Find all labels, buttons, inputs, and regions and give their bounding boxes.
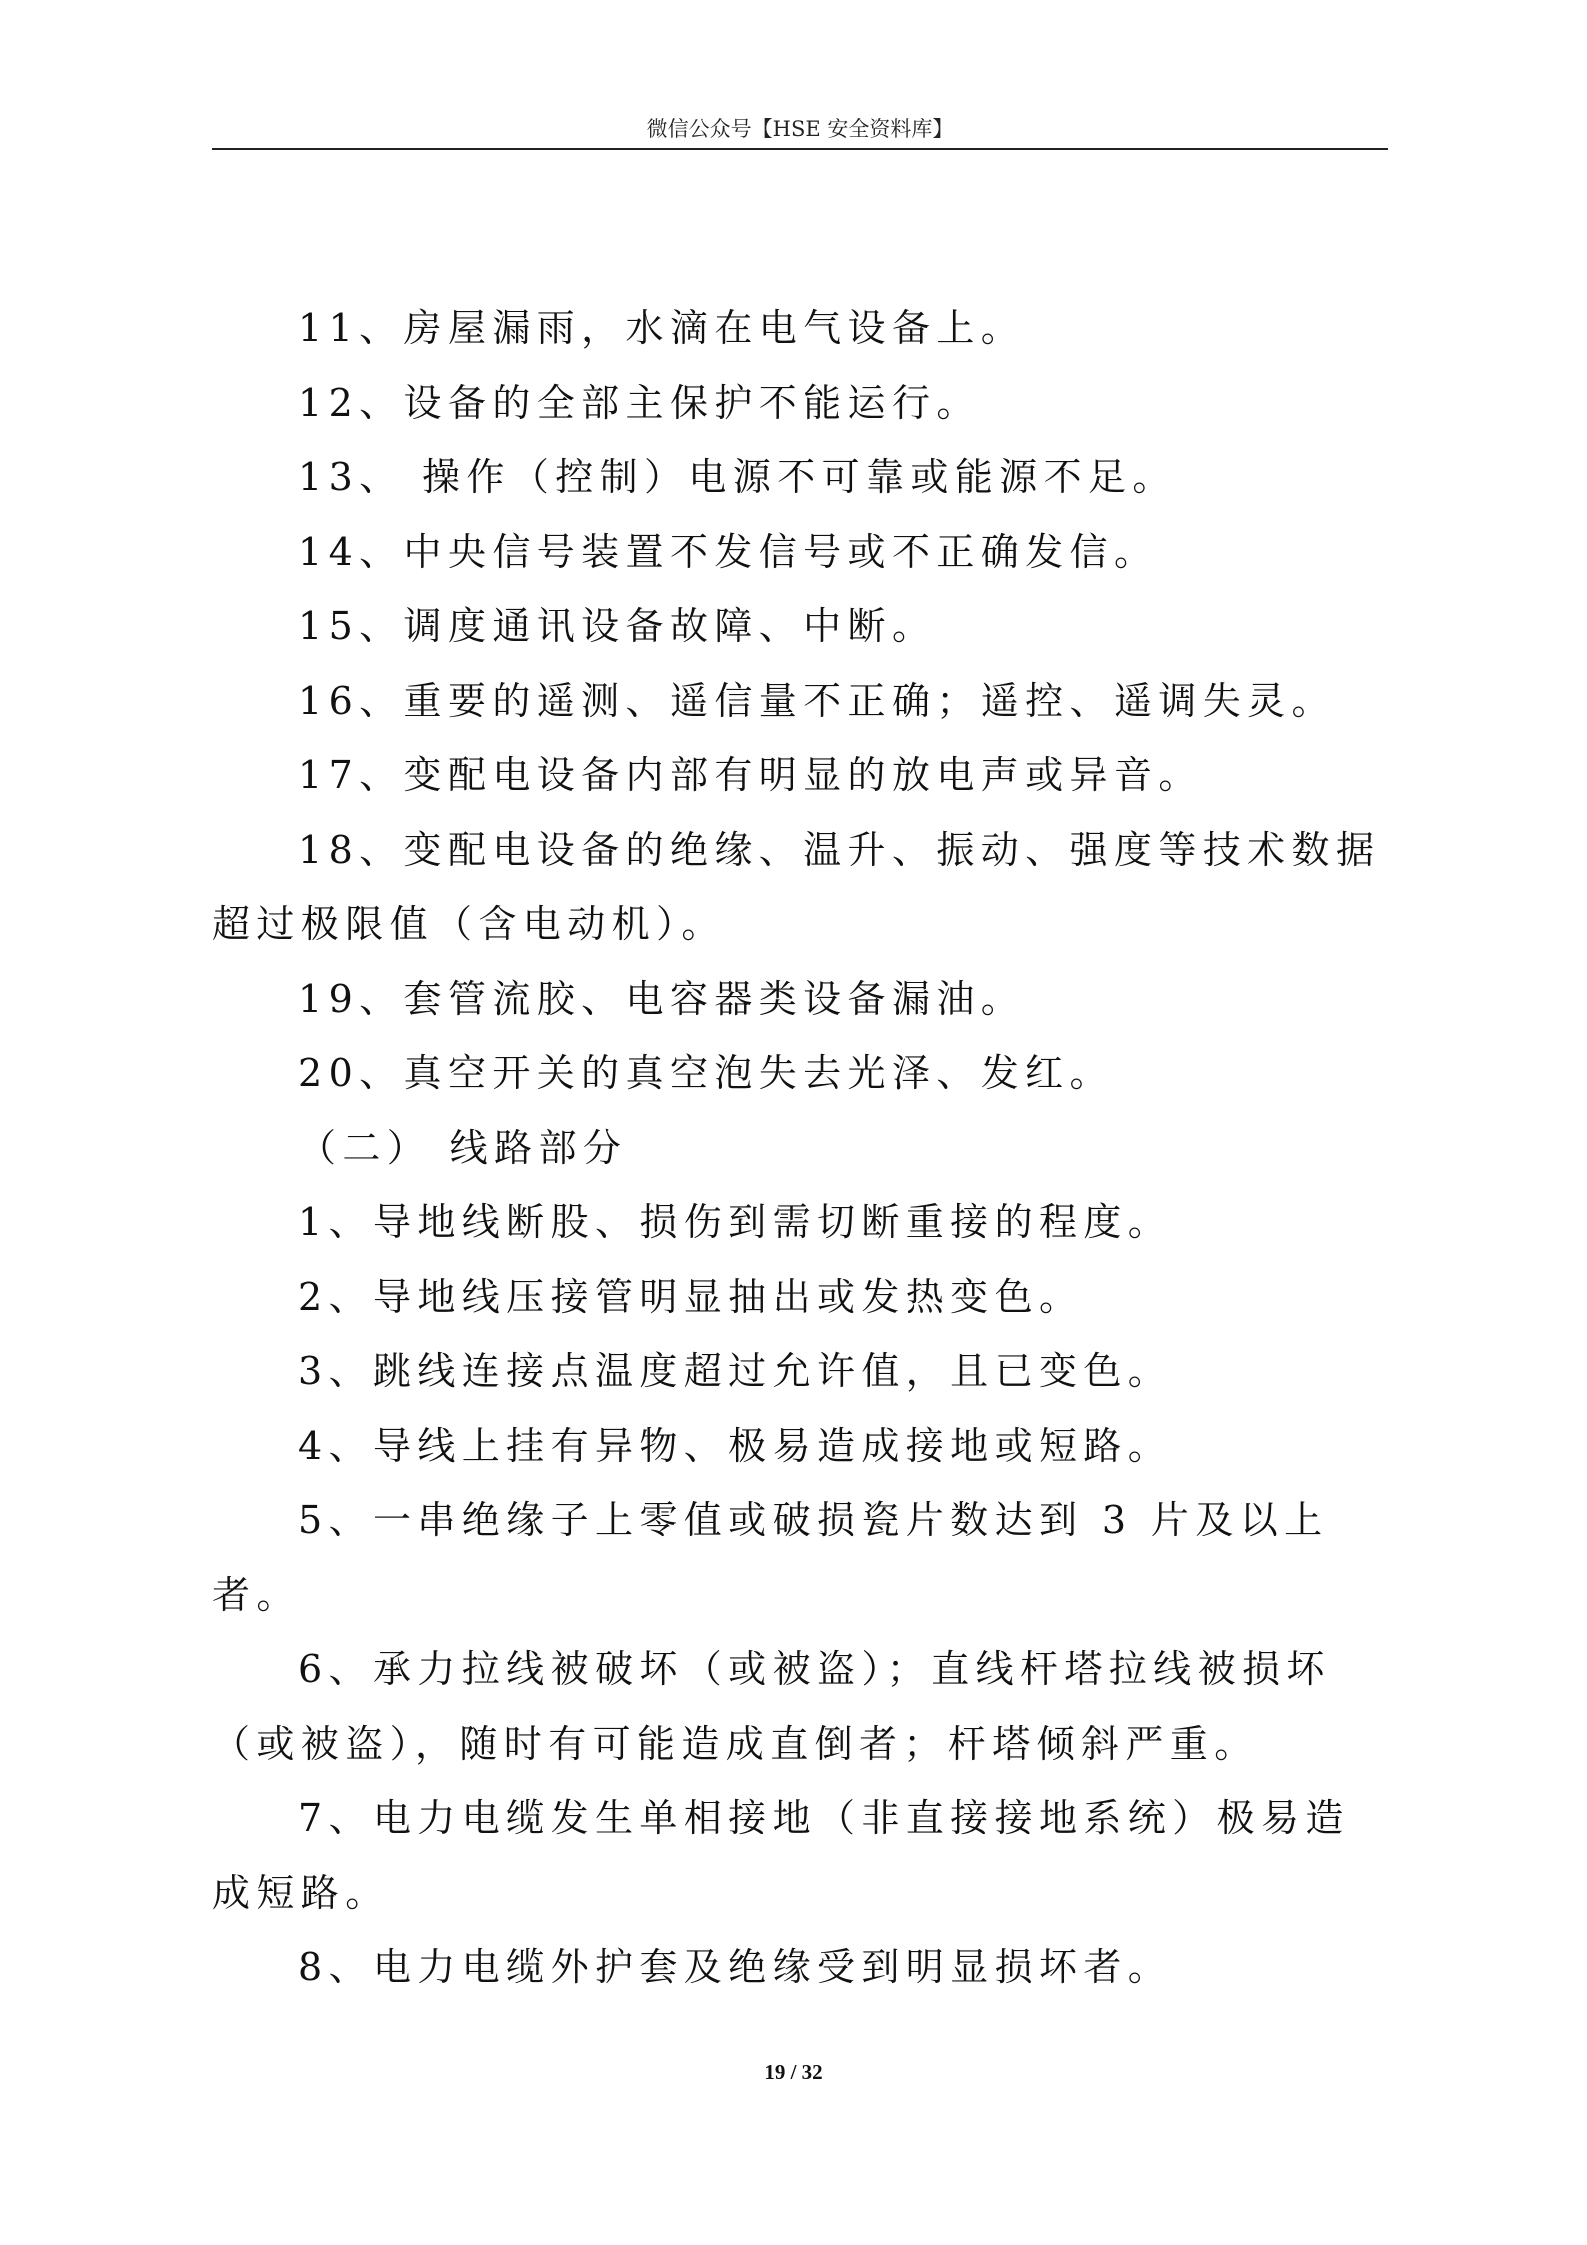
- paragraph: 5、一串绝缘子上零值或破损瓷片数达到 3 片及以上者。: [212, 1498, 1329, 1617]
- paragraph: 4、导线上挂有异物、极易造成接地或短路。: [298, 1423, 1173, 1468]
- paragraph: 3、跳线连接点温度超过允许值，且已变色。: [298, 1349, 1173, 1393]
- document-body: [212, 291, 1388, 2005]
- paragraph: 18、变配电设备的绝缘、温升、振动、强度等技术数据超过极限值（含电动机）。: [212, 827, 1381, 946]
- paragraph: 7、电力电缆发生单相接地（非直接接地系统）极易造成短路。: [212, 1796, 1350, 1915]
- paragraph: 16、重要的遥测、遥信量不正确；遥控、遥调失灵。: [298, 678, 1336, 723]
- paragraph: 2、导地线压接管明显抽出或发热变色。: [298, 1274, 1084, 1319]
- paragraph: 1、导地线断股、损伤到需切断重接的程度。: [298, 1200, 1173, 1244]
- paragraph: 13、 操作（控制）电源不可靠或能源不足。: [298, 455, 1177, 499]
- paragraph: 19、套管流胶、电容器类设备漏油。: [298, 976, 1026, 1021]
- paragraph: 20、真空开关的真空泡失去光泽、发红。: [298, 1051, 1114, 1095]
- paragraph: 14、中央信号装置不发信号或不正确发信。: [298, 529, 1159, 574]
- paragraph: 8、电力电缆外护套及绝缘受到明显损坏者。: [298, 1945, 1173, 1989]
- paragraph: 11、房屋漏雨，水滴在电气设备上。: [298, 306, 1026, 350]
- paragraph: 17、变配电设备内部有明显的放电声或异音。: [298, 753, 1203, 797]
- page-number: 19 / 32: [764, 2060, 823, 2084]
- section-heading: （二） 线路部分: [298, 1125, 628, 1170]
- paragraph: 12、设备的全部主保护不能运行。: [298, 380, 981, 425]
- paragraph: 15、调度通讯设备故障、中断。: [298, 604, 937, 648]
- page-header: 微信公众号【HSE 安全资料库】: [212, 112, 1388, 150]
- paragraph: 6、承力拉线被破坏（或被盗）；直线杆塔拉线被损坏（或被盗），随时有可能造成直倒者；杆塔倾斜严重。: [212, 1647, 1331, 1766]
